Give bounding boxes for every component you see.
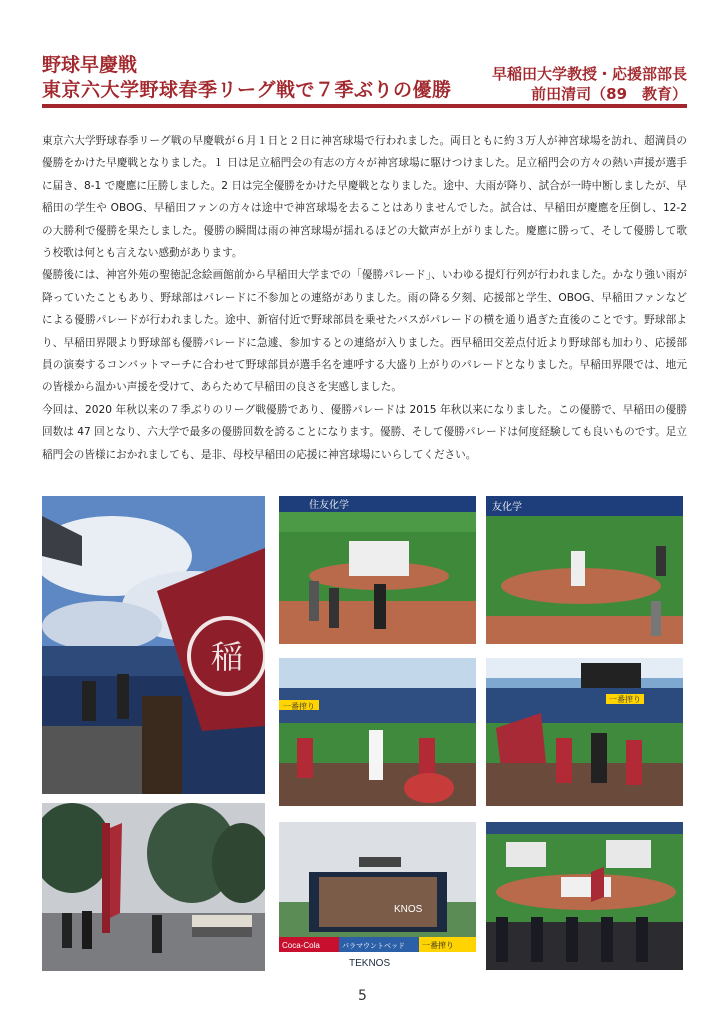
photo-cheer-squad-flag [486,658,683,806]
photo-scoreboard [279,822,476,970]
article-kicker: 野球早慶戦 [42,54,138,76]
sponsor-ichiban: 一番搾り [422,941,454,950]
stadium-banner-text: 友化学 [492,502,522,513]
flag-emblem-text: 稲 [210,638,244,676]
screen-sponsor-text: KNOS [394,904,423,915]
header-divider [42,104,687,108]
author-role: 早稲田大学教授・応援部部長 [491,65,687,83]
paragraph-1: 東京六大学野球春季リーグ戦の早慶戦が６月１日と２日に神宮球場で行われました。両日ともに約３万人が神宮球場を訪れ、超満員の優勝をかけた早慶戦となりました。１ 日は足立稲門会の有志の方々が神宮球場に駆けつけました。足立稲門会の方々の熱い声援が選手に届き、8-1 で慶應に圧勝しました。2 日は完全優勝をかけた早慶戦となりました。途中、大雨が降り、試合が一時中断しましたが、早稲田の学生や OBOG、早稲田ファンの方々は途中で神宮球場を去ることはありませんでした。試合は、早稲田が慶應を圧倒し、12-2 の大勝利で優勝を果たしました。優勝の瞬間は雨の神宮球場が揺れるほどの大歓声が上がりました。慶應に勝って、そして優勝して歌う校歌は何とも言えない感動があります。 [42,135,687,260]
sponsor-paramount: パラマウントベッド [342,943,405,950]
photo-cheerleaders-stands [279,658,476,806]
photo-team-celebration [279,496,476,644]
paragraph-2: 優勝後には、神宮外苑の聖徳記念絵画館前から早稲田大学までの「優勝パレード」、いわゆる提灯行列が行われました。かなり強い雨が降っていたこともあり、野球部はパレードに不参加との連絡がありました。雨の降る夕刻、応援部と学生、OBOG、早稲田ファンなどによる優勝パレードが行われました。途中、新宿付近で野球部員を乗せたバスがパレードの横を通り過ぎた直後のことです。野球部より、早稲田界隈より野球部も優勝パレードに急遽、参加するとの連絡が入りました。西早稲田交差点付近より野球部も加わり、応援部員の演奏するコンバットマーチに合わせて野球部員が選手名を連呼する大盛り上がりのパレードとなりました。早稲田界隈では、地元の皆様から温かい声援を受けて、あらためて早稲田の良さを実感しました。 [42,269,687,394]
photo-rain-parade [42,803,265,971]
article-body [42,130,687,466]
photo-pitcher-celebration [486,496,683,644]
article-title: 東京六大学野球春季リーグ戦で７季ぶりの優勝 [42,79,452,101]
sponsor-teknos: TEKNOS [349,958,391,969]
sponsor-sign-text: 一番搾り [609,695,641,704]
photo-lineup-ceremony [486,822,683,970]
author-name: 前田清司（89 教育） [531,85,687,103]
page-number: 5 [358,988,367,1004]
photo-cheering-flag [42,496,265,794]
paragraph-3: 今回は、2020 年秋以来の７季ぶりのリーグ戦優勝であり、優勝パレードは 2015 年秋以来になりました。この優勝で、早稲田の優勝回数は 47 回となり、六大学で最多の優勝回数を誇ることになります。優勝、そして優勝パレードは何度経験しても良いものです。足立稲門会の皆様におかれましても、是非、母校早稲田の応援に神宮球場にいらしてください。 [42,403,687,461]
sponsor-coca-cola: Coca-Cola [282,941,320,950]
sponsor-sign-text: 一番搾り [283,702,315,711]
stadium-banner-text: 住友化学 [309,500,349,511]
